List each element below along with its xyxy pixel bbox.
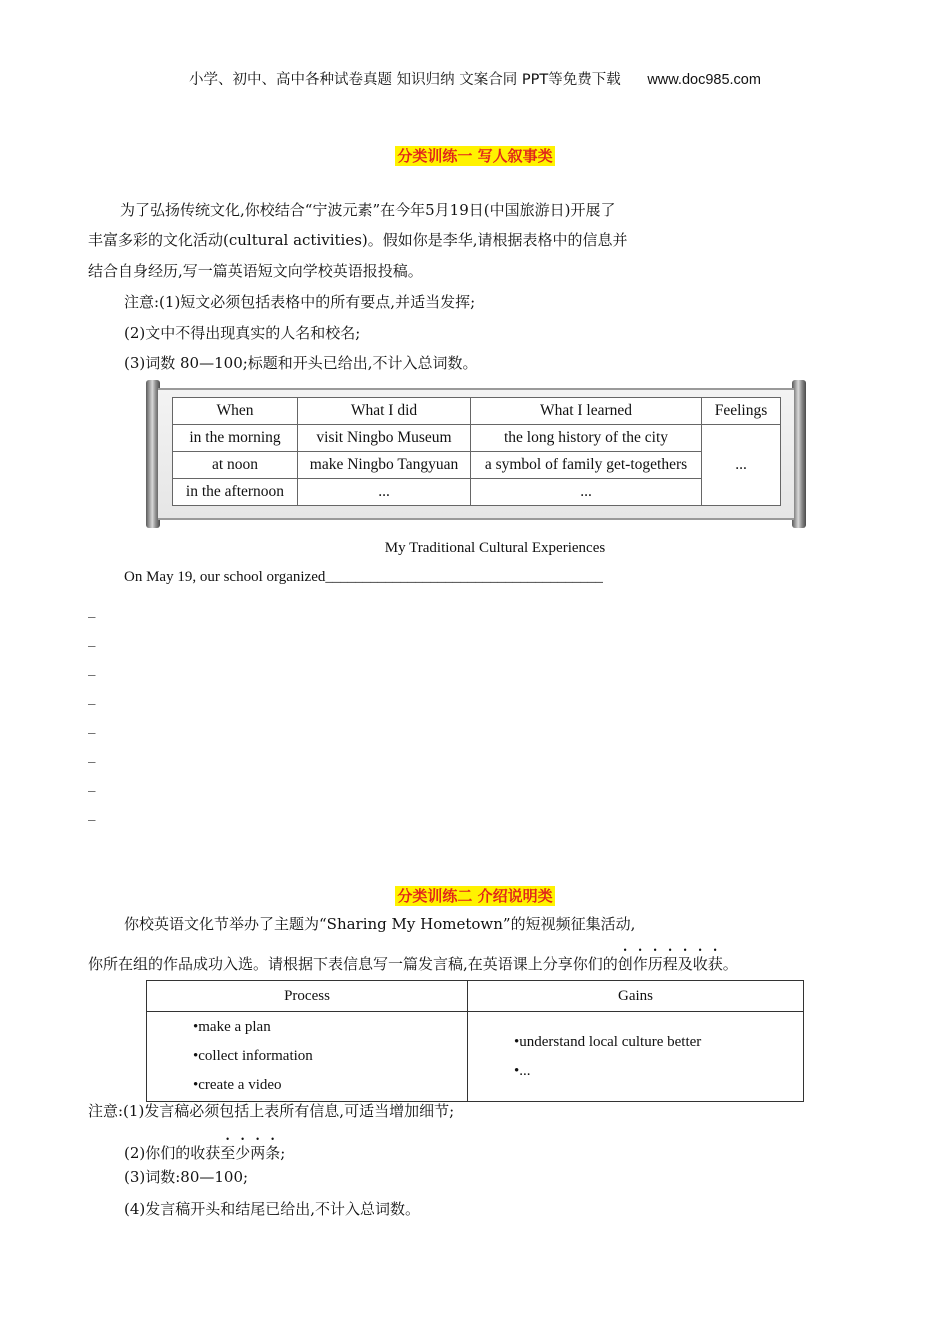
scroll-rod-right (792, 380, 806, 528)
answer-line: _ (88, 774, 96, 792)
section1-note3: (3)词数 80—100;标题和开头已给出,不计入总词数。 (124, 354, 478, 372)
essay-start-line: On May 19, our school organized_____________________________________ (124, 569, 603, 585)
section1-note1: 注意:(1)短文必须包括表格中的所有要点,并适当发挥; (124, 293, 476, 311)
cell-what-i-did: visit Ningbo Museum (298, 425, 471, 452)
process-gains-table (146, 980, 804, 1102)
section1-title-text: 分类训练一 写人叙事类 (397, 147, 553, 165)
section2-intro-emphasis: 创作历程及收获 (617, 955, 723, 973)
answer-line: _ (88, 600, 96, 618)
cell-when: at noon (173, 452, 298, 479)
activity-table (172, 397, 781, 506)
section2-title-text: 分类训练二 介绍说明类 (397, 887, 553, 905)
list-item: •... (514, 1062, 531, 1079)
cell-when: in the morning (173, 425, 298, 452)
header-when: When (173, 398, 298, 425)
header-text: 小学、初中、高中各种试卷真题 知识归纳 文案合同 PPT等免费下载 (189, 72, 621, 88)
list-item: •make a plan (193, 1019, 271, 1035)
section2-note2-emphasis: 至少两条 (220, 1144, 281, 1162)
section2-note3: (3)词数:80—100; (124, 1168, 249, 1186)
header-what-i-learned: What I learned (471, 398, 702, 425)
section2-note1: 注意:(1)发言稿必须包括上表所有信息,可适当增加细节; (88, 1102, 455, 1120)
section2-title (0, 885, 950, 906)
section1-intro-line1: 为了弘扬传统文化,你校结合“宁波元素”在今年5月19日(中国旅游日)开展了 (120, 201, 616, 219)
header-feelings: Feelings (702, 398, 781, 425)
section2-note2-a: (2)你们的收获 (124, 1144, 221, 1162)
answer-line: _ (88, 687, 96, 705)
section2-intro-line2 (88, 946, 738, 974)
section1-intro-line3: 结合自身经历,写一篇英语短文向学校英语报投稿。 (88, 262, 423, 280)
header-gains: Gains (468, 981, 804, 1012)
section2-note2 (124, 1135, 285, 1163)
header-what-i-did: What I did (298, 398, 471, 425)
table-row (173, 452, 781, 479)
process-cell (147, 1012, 468, 1102)
answer-line: _ (88, 803, 96, 821)
answer-line: _ (88, 629, 96, 647)
cell-what-i-learned: ... (471, 479, 702, 506)
section2-note4: (4)发言稿开头和结尾已给出,不计入总词数。 (124, 1200, 421, 1218)
table-row (173, 425, 781, 452)
list-item: •create a video (193, 1077, 282, 1093)
header-process: Process (147, 981, 468, 1012)
cell-feelings: ... (702, 425, 781, 506)
section1-title (0, 145, 950, 166)
cell-what-i-did: ... (298, 479, 471, 506)
cell-what-i-learned: a symbol of family get-togethers (471, 452, 702, 479)
answer-line: _ (88, 716, 96, 734)
table-row (173, 479, 781, 506)
cell-what-i-learned: the long history of the city (471, 425, 702, 452)
essay-title: My Traditional Cultural Experiences (384, 540, 606, 556)
section1-intro-line2: 丰富多彩的文化活动(cultural activities)。假如你是李华,请根据表格中的信息并 (88, 231, 628, 249)
section2-note2-c: ; (280, 1144, 286, 1162)
cell-when: in the afternoon (173, 479, 298, 506)
answer-line: _ (88, 658, 96, 676)
scroll-table-frame (146, 380, 806, 528)
list-item: •understand local culture better (514, 1033, 702, 1050)
table-header-row (173, 398, 781, 425)
section2-intro-line2-c: 。 (722, 955, 738, 973)
header-site-link[interactable]: www.doc985.com (647, 72, 761, 88)
page-header (0, 68, 950, 89)
answer-line: _ (88, 745, 96, 763)
table-row (147, 1012, 804, 1102)
section2-intro-line2-a: 你所在组的作品成功入选。请根据下表信息写一篇发言稿,在英语课上分享你们的 (88, 955, 618, 973)
section2-intro-line1: 你校英语文化节举办了主题为“Sharing My Hometown”的短视频征集活动, (124, 915, 636, 933)
list-item: •collect information (193, 1048, 313, 1064)
table-header-row (147, 981, 804, 1012)
gains-cell (468, 1012, 804, 1102)
cell-what-i-did: make Ningbo Tangyuan (298, 452, 471, 479)
section1-note2: (2)文中不得出现真实的人名和校名; (124, 324, 361, 342)
